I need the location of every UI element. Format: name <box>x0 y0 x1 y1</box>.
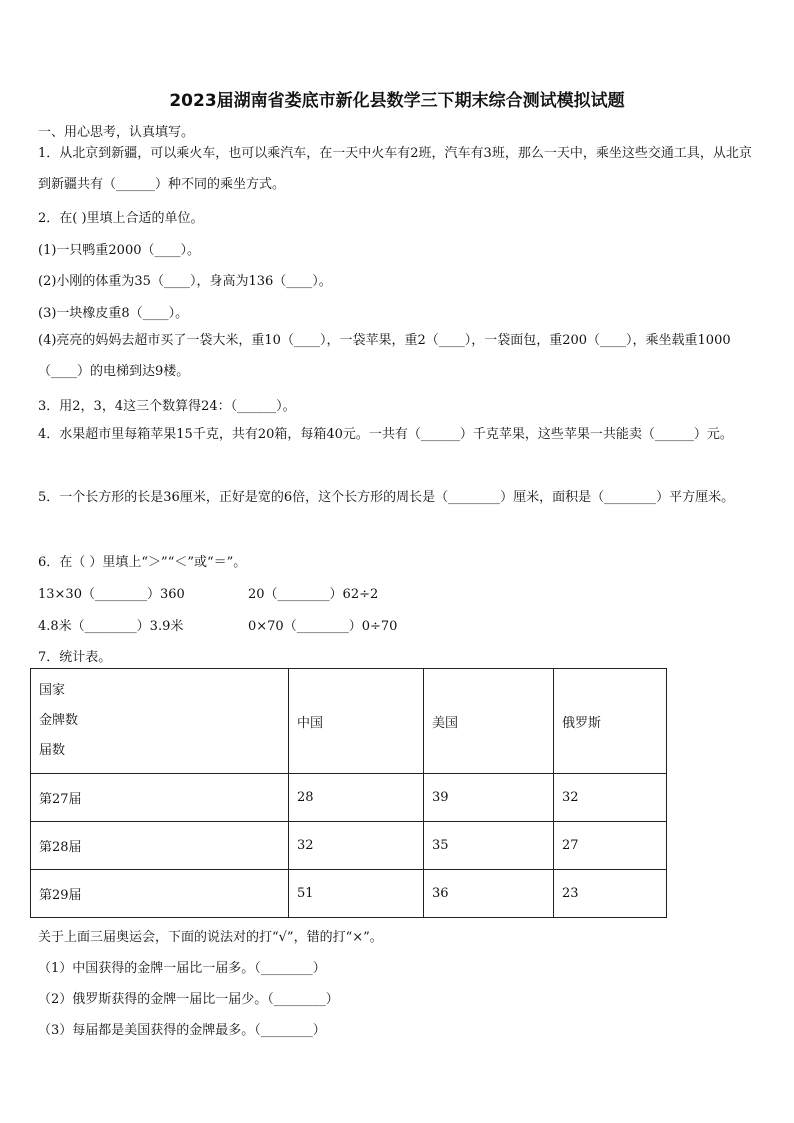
question-3: 3．用2，3，4这三个数算得24：（______）。 <box>38 399 296 414</box>
page-title: 2023届湖南省娄底市新化县数学三下期末综合测试模拟试题 <box>169 91 625 111</box>
column-header-russia: 俄罗斯 <box>554 669 667 774</box>
compare-item-d: 0×70（________）0÷70 <box>248 619 398 634</box>
question-5: 5．一个长方形的长是36厘米，正好是宽的6倍，这个长方形的周长是（________）厘米，面积是（________）平方厘米。 <box>38 490 735 505</box>
question-2-part-4: (4)亮亮的妈妈去超市买了一袋大米，重10（____），一袋苹果，重2（____），一袋面包，重200（____），乘坐载重1000（____）的电梯到达9楼。 <box>38 333 731 379</box>
question-7-stem: 7．统计表。 <box>38 650 112 665</box>
session-cell: 第28届 <box>31 822 289 870</box>
question-6-stem: 6．在（ ）里填上“＞”“＜”或“＝”。 <box>38 555 247 570</box>
diagonal-header-cell <box>31 669 289 774</box>
question-2-part-3: (3)一块橡皮重8（____）。 <box>38 306 189 321</box>
value-cell: 23 <box>554 870 667 918</box>
header-medal-label: 金牌数 <box>39 713 79 728</box>
table-header-row <box>31 669 667 774</box>
value-cell: 32 <box>554 774 667 822</box>
session-cell: 第27届 <box>31 774 289 822</box>
table-row <box>31 774 667 822</box>
question-7-instruction: 关于上面三届奥运会，下面的说法对的打“√”，错的打“×”。 <box>38 930 383 945</box>
statement-1: （1）中国获得的金牌一届比一届多。（________） <box>38 961 326 976</box>
question-4: 4．水果超市里每箱苹果15千克，共有20箱，每箱40元。一共有（______）千克苹果，这些苹果一共能卖（______）元。 <box>38 427 733 442</box>
value-cell: 35 <box>424 822 554 870</box>
table-row <box>31 822 667 870</box>
value-cell: 28 <box>289 774 424 822</box>
value-cell: 27 <box>554 822 667 870</box>
section-heading: 一、用心思考，认真填写。 <box>38 125 195 140</box>
value-cell: 36 <box>424 870 554 918</box>
compare-item-c: 4.8米（________）3.9米 <box>38 619 184 634</box>
statement-2: （2）俄罗斯获得的金牌一届比一届少。（________） <box>38 992 339 1007</box>
question-1: 1．从北京到新疆，可以乘火车，也可以乘汽车，在一天中火车有2班，汽车有3班，那么一天中，乘坐这些交通工具，从北京到新疆共有（______）种不同的乘坐方式。 <box>38 146 752 192</box>
compare-item-b: 20（________）62÷2 <box>248 587 379 602</box>
column-header-china: 中国 <box>289 669 424 774</box>
column-header-usa: 美国 <box>424 669 554 774</box>
question-2-part-2: (2)小刚的体重为35（____），身高为136（____）。 <box>38 274 332 289</box>
header-session-label: 届数 <box>39 743 66 758</box>
value-cell: 51 <box>289 870 424 918</box>
value-cell: 39 <box>424 774 554 822</box>
medal-statistics-table <box>30 668 667 918</box>
session-cell: 第29届 <box>31 870 289 918</box>
question-2-part-1: (1)一只鸭重2000（____）。 <box>38 243 200 258</box>
header-country-label: 国家 <box>39 683 66 698</box>
value-cell: 32 <box>289 822 424 870</box>
question-2-stem: 2．在( )里填上合适的单位。 <box>38 211 204 226</box>
table-row <box>31 870 667 918</box>
compare-item-a: 13×30（________）360 <box>38 587 185 602</box>
statement-3: （3）每届都是美国获得的金牌最多。（________） <box>38 1023 326 1038</box>
